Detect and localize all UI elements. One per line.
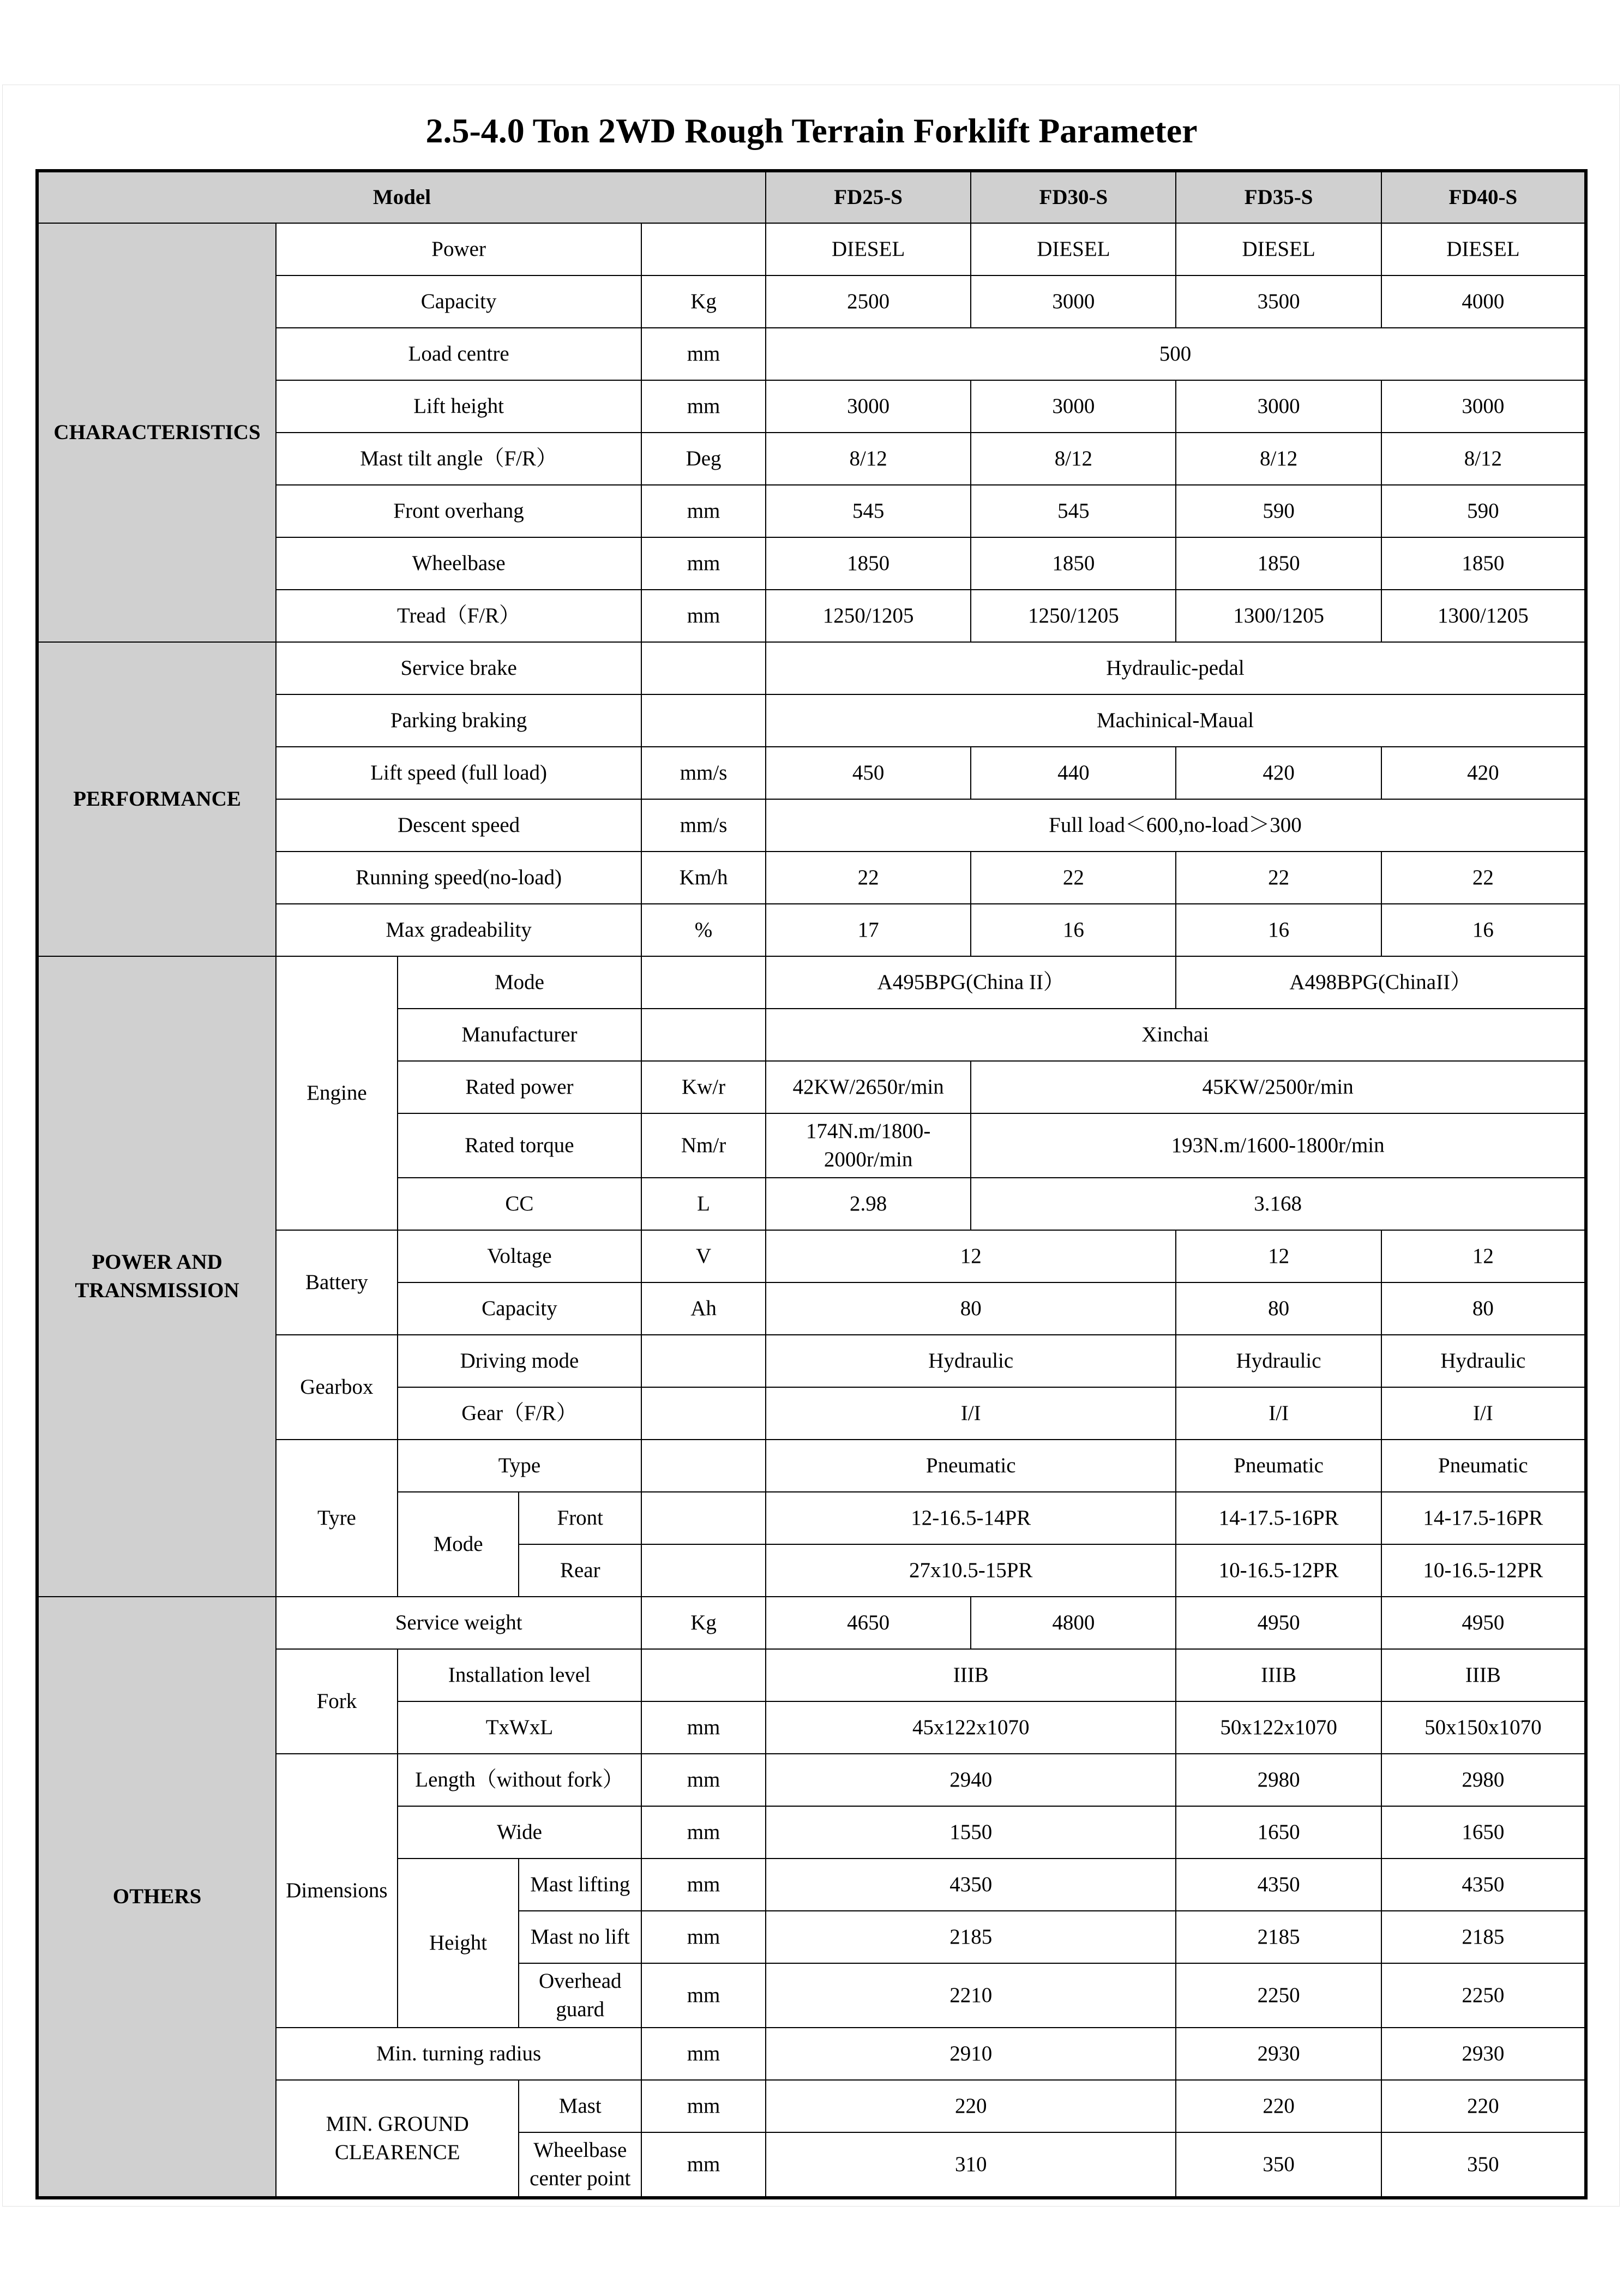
value-cell: Pneumatic [766, 1440, 1176, 1492]
row-unit [641, 1335, 766, 1387]
row-unit: mm [641, 485, 766, 537]
value-cell: 80 [1176, 1282, 1381, 1335]
value-cell: A495BPG(China II） [766, 956, 1176, 1009]
group-ground-clearance: MIN. GROUND CLEARENCE [276, 2080, 519, 2198]
row-label: Running speed(no-load) [276, 852, 641, 904]
value-cell: 2500 [766, 275, 971, 328]
value-cell: DIESEL [1176, 223, 1381, 275]
value-cell: 4800 [971, 1597, 1176, 1649]
row-label: Load centre [276, 328, 641, 380]
value-cell: 10-16.5-12PR [1176, 1544, 1381, 1597]
model-fd35s: FD35-S [1176, 171, 1381, 223]
value-cell: Full load＜600,no-load＞300 [766, 799, 1586, 852]
value-cell: 14-17.5-16PR [1381, 1492, 1586, 1544]
value-cell: 440 [971, 747, 1176, 799]
table-row [37, 223, 1586, 275]
row-unit: mm [641, 1701, 766, 1754]
group-tyre-mode: Mode [398, 1492, 519, 1597]
row-label: Gear（F/R） [398, 1387, 641, 1440]
value-cell: 2930 [1381, 2028, 1586, 2080]
value-cell: 12-16.5-14PR [766, 1492, 1176, 1544]
value-cell: DIESEL [766, 223, 971, 275]
value-cell: 8/12 [766, 433, 971, 485]
value-cell: 2.98 [766, 1178, 971, 1230]
value-cell: 3.168 [971, 1178, 1586, 1230]
value-cell: 310 [766, 2132, 1176, 2198]
value-cell: 1250/1205 [971, 590, 1176, 642]
row-label: Rated power [398, 1061, 641, 1113]
value-cell: 3000 [971, 380, 1176, 433]
value-cell: 3000 [1381, 380, 1586, 433]
row-unit [641, 642, 766, 694]
row-label: Length（without fork） [398, 1754, 641, 1806]
row-label: Wide [398, 1806, 641, 1859]
value-cell: 500 [766, 328, 1586, 380]
model-header: Model [37, 171, 766, 223]
value-cell: DIESEL [971, 223, 1176, 275]
value-cell: 3000 [971, 275, 1176, 328]
value-cell: IIIB [1176, 1649, 1381, 1701]
value-cell: 3000 [1176, 380, 1381, 433]
value-cell: 350 [1381, 2132, 1586, 2198]
value-cell: I/I [766, 1387, 1176, 1440]
value-cell: 4350 [1176, 1859, 1381, 1911]
row-label: Max gradeability [276, 904, 641, 956]
value-cell: 174N.m/1800-2000r/min [766, 1113, 971, 1178]
value-cell: 45KW/2500r/min [971, 1061, 1586, 1113]
row-label: Mast [519, 2080, 641, 2132]
table-row [37, 1597, 1586, 1649]
row-unit: mm [641, 328, 766, 380]
row-label: Overhead guard [519, 1963, 641, 2028]
row-label: Manufacturer [398, 1009, 641, 1061]
row-unit: mm [641, 590, 766, 642]
value-cell: 1250/1205 [766, 590, 971, 642]
row-label: Lift height [276, 380, 641, 433]
value-cell: 590 [1176, 485, 1381, 537]
row-label: Min. turning radius [276, 2028, 641, 2080]
value-cell: 80 [1381, 1282, 1586, 1335]
table-row [37, 642, 1586, 694]
model-fd40s: FD40-S [1381, 171, 1586, 223]
row-unit: mm [641, 537, 766, 590]
row-label: Wheelbase [276, 537, 641, 590]
value-cell: 22 [1381, 852, 1586, 904]
value-cell: 1650 [1381, 1806, 1586, 1859]
value-cell: 80 [766, 1282, 1176, 1335]
row-unit [641, 694, 766, 747]
value-cell: Machinical-Maual [766, 694, 1586, 747]
value-cell: 420 [1176, 747, 1381, 799]
value-cell: Xinchai [766, 1009, 1586, 1061]
model-fd30s: FD30-S [971, 171, 1176, 223]
row-unit [641, 1544, 766, 1597]
row-label: Mast tilt angle（F/R） [276, 433, 641, 485]
value-cell: Pneumatic [1176, 1440, 1381, 1492]
page-title: 2.5-4.0 Ton 2WD Rough Terrain Forklift Parameter [425, 111, 1198, 150]
value-cell: 12 [1381, 1230, 1586, 1282]
value-cell: 27x10.5-15PR [766, 1544, 1176, 1597]
group-gearbox: Gearbox [276, 1335, 398, 1440]
value-cell: 1850 [766, 537, 971, 590]
row-unit: mm [641, 1859, 766, 1911]
value-cell: 545 [971, 485, 1176, 537]
row-unit: Kg [641, 275, 766, 328]
value-cell: 50x122x1070 [1176, 1701, 1381, 1754]
row-unit: Ah [641, 1282, 766, 1335]
value-cell: 2185 [1381, 1911, 1586, 1963]
row-label: Service brake [276, 642, 641, 694]
value-cell: 12 [1176, 1230, 1381, 1282]
value-cell: I/I [1176, 1387, 1381, 1440]
value-cell: 8/12 [1381, 433, 1586, 485]
value-cell: 193N.m/1600-1800r/min [971, 1113, 1586, 1178]
row-label: TxWxL [398, 1701, 641, 1754]
group-dimensions: Dimensions [276, 1754, 398, 2028]
value-cell: 2940 [766, 1754, 1176, 1806]
value-cell: 4950 [1176, 1597, 1381, 1649]
row-unit [641, 956, 766, 1009]
row-label: Tread（F/R） [276, 590, 641, 642]
row-unit: mm [641, 1911, 766, 1963]
value-cell: 16 [1381, 904, 1586, 956]
group-height: Height [398, 1859, 519, 2028]
value-cell: 2930 [1176, 2028, 1381, 2080]
value-cell: 22 [971, 852, 1176, 904]
row-label: Front [519, 1492, 641, 1544]
value-cell: Hydraulic [766, 1335, 1176, 1387]
header-row [37, 171, 1586, 223]
row-label: Service weight [276, 1597, 641, 1649]
value-cell: 1850 [1176, 537, 1381, 590]
group-battery: Battery [276, 1230, 398, 1335]
value-cell: 14-17.5-16PR [1176, 1492, 1381, 1544]
value-cell: 8/12 [1176, 433, 1381, 485]
category-performance: PERFORMANCE [37, 642, 276, 956]
value-cell: 1300/1205 [1381, 590, 1586, 642]
row-unit [641, 1492, 766, 1544]
row-unit: % [641, 904, 766, 956]
value-cell: 2250 [1381, 1963, 1586, 2028]
row-label: Capacity [398, 1282, 641, 1335]
value-cell: 350 [1176, 2132, 1381, 2198]
value-cell: Pneumatic [1381, 1440, 1586, 1492]
value-cell: 590 [1381, 485, 1586, 537]
value-cell: 45x122x1070 [766, 1701, 1176, 1754]
row-label: CC [398, 1178, 641, 1230]
value-cell: 420 [1381, 747, 1586, 799]
value-cell: 2980 [1381, 1754, 1586, 1806]
row-label: Power [276, 223, 641, 275]
value-cell: 2210 [766, 1963, 1176, 2028]
value-cell: DIESEL [1381, 223, 1586, 275]
value-cell: 22 [1176, 852, 1381, 904]
value-cell: Hydraulic-pedal [766, 642, 1586, 694]
row-unit [641, 1387, 766, 1440]
model-fd25s: FD25-S [766, 171, 971, 223]
value-cell: 42KW/2650r/min [766, 1061, 971, 1113]
row-unit: mm [641, 2080, 766, 2132]
category-power-transmission: POWER AND TRANSMISSION [37, 956, 276, 1597]
row-unit [641, 223, 766, 275]
row-unit: Kg [641, 1597, 766, 1649]
value-cell: 220 [1176, 2080, 1381, 2132]
value-cell: 50x150x1070 [1381, 1701, 1586, 1754]
row-unit: Kw/r [641, 1061, 766, 1113]
row-unit: Km/h [641, 852, 766, 904]
row-unit: mm [641, 1963, 766, 2028]
row-unit: mm/s [641, 799, 766, 852]
table-row [37, 956, 1586, 1009]
group-fork: Fork [276, 1649, 398, 1754]
value-cell: 4950 [1381, 1597, 1586, 1649]
row-unit [641, 1649, 766, 1701]
value-cell: 16 [971, 904, 1176, 956]
value-cell: 16 [1176, 904, 1381, 956]
group-engine: Engine [276, 956, 398, 1230]
value-cell: 450 [766, 747, 971, 799]
value-cell: A498BPG(ChinaII） [1176, 956, 1586, 1009]
value-cell: 12 [766, 1230, 1176, 1282]
row-label: Rear [519, 1544, 641, 1597]
row-label: Parking braking [276, 694, 641, 747]
row-unit: mm [641, 1754, 766, 1806]
row-unit: mm [641, 2132, 766, 2198]
row-label: Installation level [398, 1649, 641, 1701]
value-cell: 4350 [1381, 1859, 1586, 1911]
value-cell: 1550 [766, 1806, 1176, 1859]
value-cell: I/I [1381, 1387, 1586, 1440]
category-others: OTHERS [37, 1597, 276, 2198]
row-label: Mast no lift [519, 1911, 641, 1963]
row-label: Rated torque [398, 1113, 641, 1178]
row-unit: mm/s [641, 747, 766, 799]
value-cell: 2250 [1176, 1963, 1381, 2028]
value-cell: 1850 [971, 537, 1176, 590]
value-cell: 17 [766, 904, 971, 956]
row-label: Wheelbase center point [519, 2132, 641, 2198]
row-unit: mm [641, 380, 766, 433]
value-cell: 3000 [766, 380, 971, 433]
row-label: Driving mode [398, 1335, 641, 1387]
value-cell: 545 [766, 485, 971, 537]
group-tyre: Tyre [276, 1440, 398, 1597]
row-unit: L [641, 1178, 766, 1230]
value-cell: IIIB [1381, 1649, 1586, 1701]
value-cell: 4350 [766, 1859, 1176, 1911]
value-cell: 4000 [1381, 275, 1586, 328]
value-cell: IIIB [766, 1649, 1176, 1701]
row-label: Voltage [398, 1230, 641, 1282]
value-cell: 2185 [766, 1911, 1176, 1963]
row-label: Type [398, 1440, 641, 1492]
value-cell: 10-16.5-12PR [1381, 1544, 1586, 1597]
value-cell: 220 [766, 2080, 1176, 2132]
row-label: Front overhang [276, 485, 641, 537]
row-label: Mode [398, 956, 641, 1009]
row-label: Capacity [276, 275, 641, 328]
row-label: Mast lifting [519, 1859, 641, 1911]
row-unit [641, 1009, 766, 1061]
spec-table [35, 169, 1588, 2199]
row-unit: mm [641, 1806, 766, 1859]
value-cell: 1300/1205 [1176, 590, 1381, 642]
value-cell: 2910 [766, 2028, 1176, 2080]
value-cell: 2980 [1176, 1754, 1381, 1806]
row-unit: Nm/r [641, 1113, 766, 1178]
value-cell: 8/12 [971, 433, 1176, 485]
value-cell: 220 [1381, 2080, 1586, 2132]
category-characteristics: CHARACTERISTICS [37, 223, 276, 642]
value-cell: 4650 [766, 1597, 971, 1649]
row-label: Descent speed [276, 799, 641, 852]
value-cell: 1650 [1176, 1806, 1381, 1859]
value-cell: 22 [766, 852, 971, 904]
row-unit: Deg [641, 433, 766, 485]
row-label: Lift speed (full load) [276, 747, 641, 799]
value-cell: 1850 [1381, 537, 1586, 590]
value-cell: Hydraulic [1381, 1335, 1586, 1387]
value-cell: 2185 [1176, 1911, 1381, 1963]
value-cell: Hydraulic [1176, 1335, 1381, 1387]
row-unit [641, 1440, 766, 1492]
row-unit: V [641, 1230, 766, 1282]
value-cell: 3500 [1176, 275, 1381, 328]
row-unit: mm [641, 2028, 766, 2080]
